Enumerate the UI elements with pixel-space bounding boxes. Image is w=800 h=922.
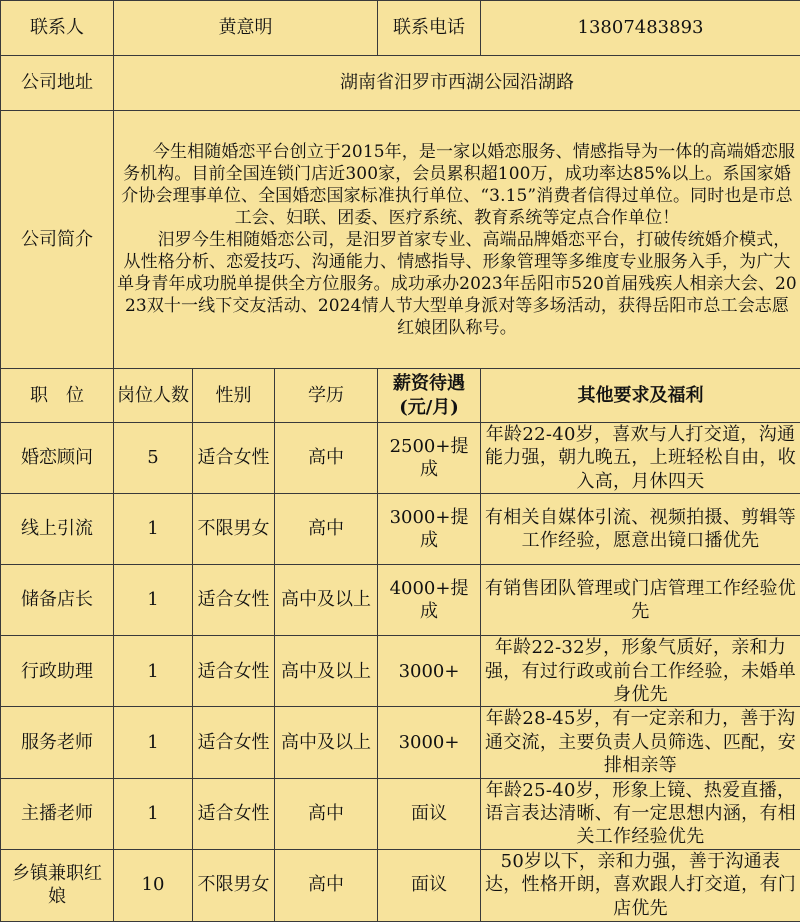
intro-text xyxy=(114,111,800,369)
header-salary: 薪资待遇(元/月) xyxy=(378,369,481,423)
row-position: 主播老师 xyxy=(1,778,114,849)
row-count: 5 xyxy=(114,423,193,494)
table-row xyxy=(1,849,800,921)
row-education: 高中及以上 xyxy=(275,565,378,636)
row-position: 婚恋顾问 xyxy=(1,423,114,494)
header-requirements: 其他要求及福利 xyxy=(481,369,800,423)
row-education: 高中及以上 xyxy=(275,707,378,778)
contact-name: 黄意明 xyxy=(114,1,378,56)
phone-label: 联系电话 xyxy=(378,1,481,56)
intro-paragraph: 汨罗今生相随婚恋公司，是汨罗首家专业、高端品牌婚恋平台，打破传统婚介模式，从性格分析、恋爱技巧、沟通能力、情感指导、形象管理等多维度专业服务入手，为广大单身青年成功脱单提供全方位服务。成功承办2023年岳阳市520首届残疾人相亲大会、2023双十一线下交友活动、2024情人节大型单身派对等多场活动，获得岳阳市总工会志愿红娘团队称号。 xyxy=(117,229,797,339)
table-row xyxy=(1,636,800,707)
row-salary: 4000+提成 xyxy=(378,565,481,636)
row-salary: 2500+提成 xyxy=(378,423,481,494)
table-row xyxy=(1,494,800,565)
row-salary: 3000+ xyxy=(378,707,481,778)
address-row xyxy=(1,56,800,111)
table-row xyxy=(1,423,800,494)
row-count: 1 xyxy=(114,494,193,565)
row-count: 1 xyxy=(114,778,193,849)
contact-phone: 13807483893 xyxy=(481,1,800,56)
row-requirements: 50岁以下，亲和力强，善于沟通表达，性格开朗，喜欢跟人打交道，有门店优先 xyxy=(481,849,800,921)
header-count: 岗位人数 xyxy=(114,369,193,423)
row-education: 高中 xyxy=(275,423,378,494)
table-row xyxy=(1,707,800,778)
row-count: 10 xyxy=(114,849,193,921)
row-requirements: 年龄28-45岁，有一定亲和力，善于沟通交流，主要负责人员筛选、匹配，安排相亲等 xyxy=(481,707,800,778)
row-education: 高中及以上 xyxy=(275,636,378,707)
row-education: 高中 xyxy=(275,778,378,849)
row-requirements: 年龄22-40岁，喜欢与人打交道，沟通能力强，朝九晚五，上班轻松自由，收入高，月休四天 xyxy=(481,423,800,494)
contact-row xyxy=(1,1,800,56)
row-salary: 面议 xyxy=(378,849,481,921)
row-count: 1 xyxy=(114,565,193,636)
address-value: 湖南省汨罗市西湖公园沿湖路 xyxy=(114,56,800,111)
row-gender: 适合女性 xyxy=(193,423,275,494)
row-requirements: 有相关自媒体引流、视频拍摄、剪辑等工作经验，愿意出镜口播优先 xyxy=(481,494,800,565)
intro-label: 公司简介 xyxy=(1,111,114,369)
row-gender: 适合女性 xyxy=(193,636,275,707)
row-education: 高中 xyxy=(275,849,378,921)
row-position: 储备店长 xyxy=(1,565,114,636)
intro-paragraph: 今生相随婚恋平台创立于2015年，是一家以婚恋服务、情感指导为一体的高端婚恋服务机构。目前全国连锁门店近300家，会员累积超100万，成功率达85%以上。系国家婚介协会理事单位、全国婚恋国家标准执行单位、“3.15”消费者信得过单位。同时也是市总工会、妇联、团委、医疗系统、教育系统等定点合作单位！ xyxy=(117,141,797,229)
table-row xyxy=(1,565,800,636)
row-gender: 不限男女 xyxy=(193,849,275,921)
row-position: 服务老师 xyxy=(1,707,114,778)
row-count: 1 xyxy=(114,707,193,778)
table-row xyxy=(1,778,800,849)
row-position: 线上引流 xyxy=(1,494,114,565)
row-requirements: 年龄25-40岁，形象上镜、热爱直播，语言表达清晰、有一定思想内涵，有相关工作经验优先 xyxy=(481,778,800,849)
intro-row xyxy=(1,111,800,369)
row-requirements: 年龄22-32岁，形象气质好，亲和力强，有过行政或前台工作经验，未婚单身优先 xyxy=(481,636,800,707)
row-count: 1 xyxy=(114,636,193,707)
header-position: 职 位 xyxy=(1,369,114,423)
row-salary: 面议 xyxy=(378,778,481,849)
header-row xyxy=(1,369,800,423)
address-label: 公司地址 xyxy=(1,56,114,111)
header-education: 学历 xyxy=(275,369,378,423)
row-gender: 适合女性 xyxy=(193,565,275,636)
row-gender: 不限男女 xyxy=(193,494,275,565)
row-education: 高中 xyxy=(275,494,378,565)
row-gender: 适合女性 xyxy=(193,778,275,849)
contact-label: 联系人 xyxy=(1,1,114,56)
header-gender: 性别 xyxy=(193,369,275,423)
row-position: 行政助理 xyxy=(1,636,114,707)
row-gender: 适合女性 xyxy=(193,707,275,778)
row-position: 乡镇兼职红娘 xyxy=(1,849,114,921)
row-salary: 3000+提成 xyxy=(378,494,481,565)
row-salary: 3000+ xyxy=(378,636,481,707)
row-requirements: 有销售团队管理或门店管理工作经验优先 xyxy=(481,565,800,636)
